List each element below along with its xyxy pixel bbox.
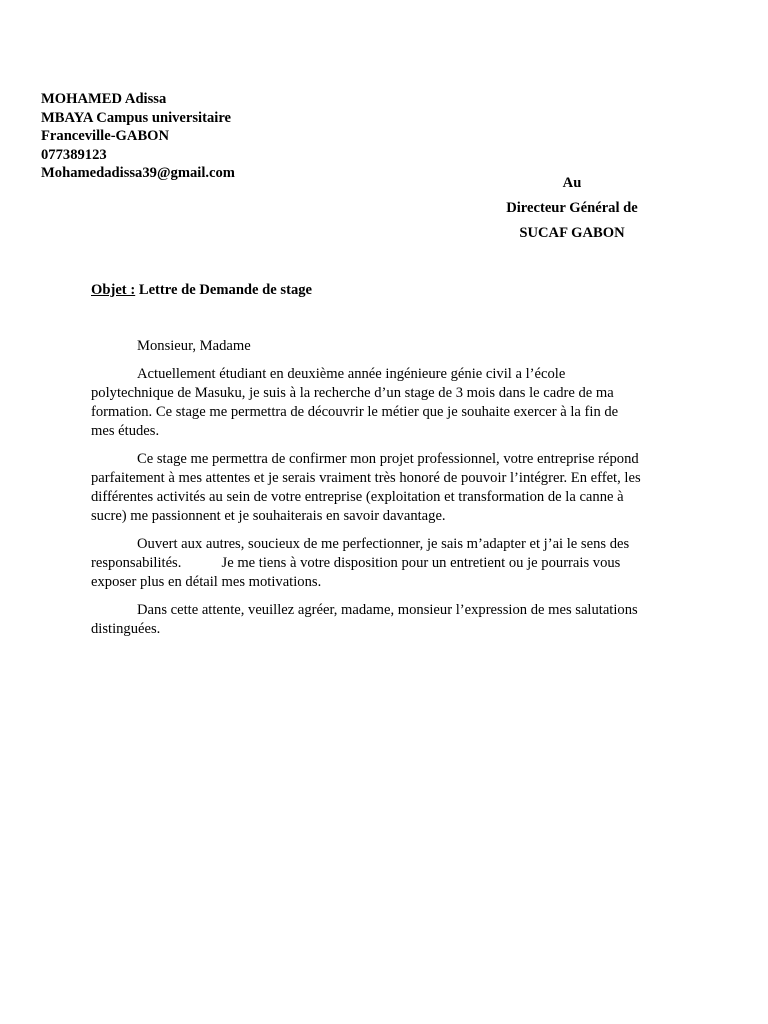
sender-city: Franceville-GABON [41, 128, 170, 144]
paragraph-line: mes études. [91, 423, 160, 439]
sender-address: MBAYA Campus universitaire [41, 109, 232, 126]
sender-name: MOHAMED Adissa [41, 91, 167, 107]
recipient-line-3: SUCAF GABON [519, 225, 625, 241]
paragraph [91, 450, 673, 526]
sender-block [41, 90, 235, 183]
paragraph-line: parfaitement à mes attentes et je serais vraiment très honoré de pouvoir l’intégrer. En effet, les [91, 470, 641, 486]
paragraph-line: sucre) me passionnent et je souhaiterais en savoir davantage. [91, 508, 446, 524]
paragraph-line: distinguées. [91, 621, 161, 637]
paragraph-line: formation. Ce stage me permettra de découvrir le métier que je souhaite exercer à la fin de [91, 404, 619, 420]
paragraph-line: Ce stage me permettra de confirmer mon projet professionnel, votre entreprise répond [137, 451, 639, 467]
paragraph [91, 365, 673, 441]
paragraph-line: différentes activités au sein de votre entreprise (exploitation et transformation de la canne à [91, 489, 624, 505]
subject-label: Objet : [91, 282, 136, 298]
paragraph-line: Ouvert aux autres, soucieux de me perfectionner, je sais m’adapter et j’ai le sens des [137, 536, 630, 552]
paragraph-line: Dans cette attente, veuillez agréer, madame, monsieur l’expression de mes salutations [137, 602, 638, 618]
subject-text: Lettre de Demande de stage [135, 282, 313, 298]
sender-phone: 077389123 [41, 146, 107, 163]
salutation: Monsieur, Madame [137, 338, 251, 354]
paragraph-line: Actuellement étudiant en deuxième année ingénieure génie civil a l’école [137, 366, 566, 382]
recipient-line-2: Directeur Général de [506, 200, 638, 216]
paragraph-line: exposer plus en détail mes motivations. [91, 574, 322, 590]
subject-line [91, 281, 312, 299]
paragraph [91, 601, 673, 639]
paragraph [91, 535, 673, 592]
paragraph-line: responsabilités. Je me tiens à votre disposition pour un entretient ou je pourrais vous [91, 555, 621, 571]
recipient-block [480, 171, 664, 246]
recipient-line-1: Au [562, 175, 582, 191]
letter-body [91, 365, 673, 648]
paragraph-line: polytechnique de Masuku, je suis à la recherche d’un stage de 3 mois dans le cadre de ma [91, 385, 614, 401]
sender-email: Mohamedadissa39@gmail.com [41, 165, 235, 181]
